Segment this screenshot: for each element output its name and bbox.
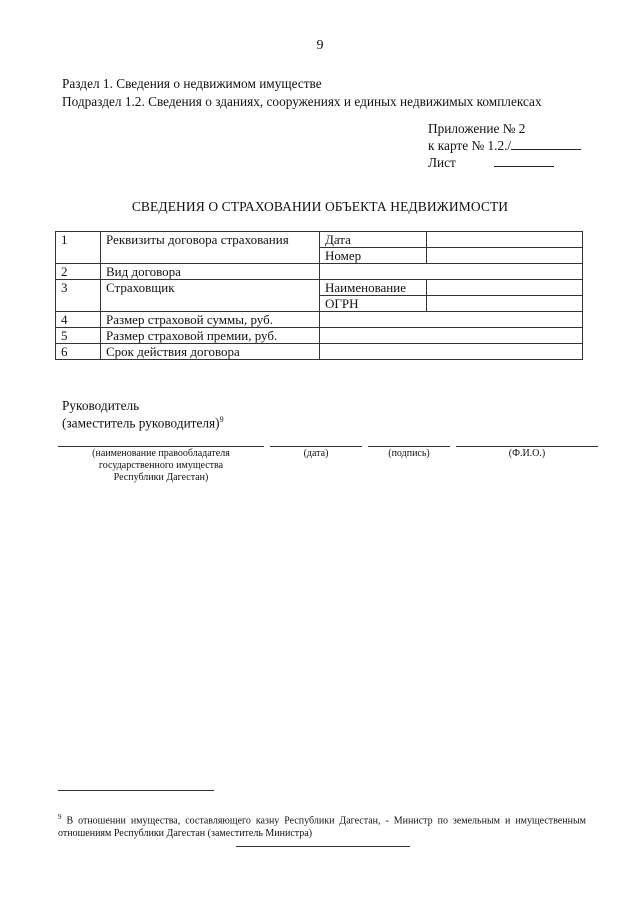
sub-label: Дата [320,232,427,248]
annex-card-label: к карте № 1.2./ [428,138,512,153]
subsection-heading: Подраздел 1.2. Сведения о зданиях, сооружениях и единых недвижимых комплексах [62,94,542,109]
annex-card-ref [428,138,581,154]
footnote [58,811,586,840]
footnote-text: В отношении имущества, составляющего казну Республики Дагестан, - Министр по земельным и имущественным отношениям Республики Дагестан (заместитель Министра) [58,815,586,840]
annex-sheet [428,155,554,171]
fio-caption: (Ф.И.О.) [508,448,546,459]
row-label: Реквизиты договора страхования [101,232,320,264]
row-number: 3 [56,280,101,312]
row-label: Размер страховой суммы, руб. [101,312,320,328]
sub-label: Наименование [320,280,427,296]
card-number-blank [511,138,581,150]
value-cell [320,328,583,344]
value-cell [320,344,583,360]
page-number: 9 [316,38,324,53]
fio-signature-line [456,446,598,447]
annex-label: Приложение № 2 [428,121,526,136]
row-label: Вид договора [101,264,320,280]
footnote-end-line [236,846,410,847]
row-number: 2 [56,264,101,280]
document-title: СВЕДЕНИЯ О СТРАХОВАНИИ ОБЪЕКТА НЕДВИЖИМОСТИ [131,199,509,214]
holder-caption: (наименование правообладателя государственного имущества Республики Дагестан) [92,448,230,483]
table-row [56,344,583,360]
row-number: 1 [56,232,101,264]
value-cell [427,232,583,248]
table-row [56,280,583,296]
value-cell [320,264,583,280]
date-signature-line [270,446,362,447]
table-row [56,264,583,280]
row-number: 4 [56,312,101,328]
table-row [56,312,583,328]
footnote-reference: 9 [219,415,224,424]
value-cell [320,312,583,328]
row-label: Срок действия договора [101,344,320,360]
value-cell [427,248,583,264]
row-number: 6 [56,344,101,360]
holder-signature-line [58,446,264,447]
signatory-subtitle [62,415,224,431]
row-number: 5 [56,328,101,344]
date-caption: (дата) [303,448,329,459]
table-row [56,232,583,248]
section-heading: Раздел 1. Сведения о недвижимом имуществе [62,76,322,91]
sign-caption: (подпись) [388,448,430,459]
footnote-separator [58,790,214,791]
insurance-table [55,231,583,360]
footnote-mark: 9 [58,813,62,821]
sign-signature-line [368,446,450,447]
annex-sheet-label: Лист [428,155,456,170]
signatory-title: Руководитель [62,398,140,413]
sheet-number-blank [494,155,554,167]
signatory-subtitle-text: (заместитель руководителя) [62,415,220,431]
sub-label: Номер [320,248,427,264]
row-label: Страховщик [101,280,320,312]
value-cell [427,296,583,312]
sub-label: ОГРН [320,296,427,312]
value-cell [427,280,583,296]
row-label: Размер страховой премии, руб. [101,328,320,344]
table-row [56,328,583,344]
